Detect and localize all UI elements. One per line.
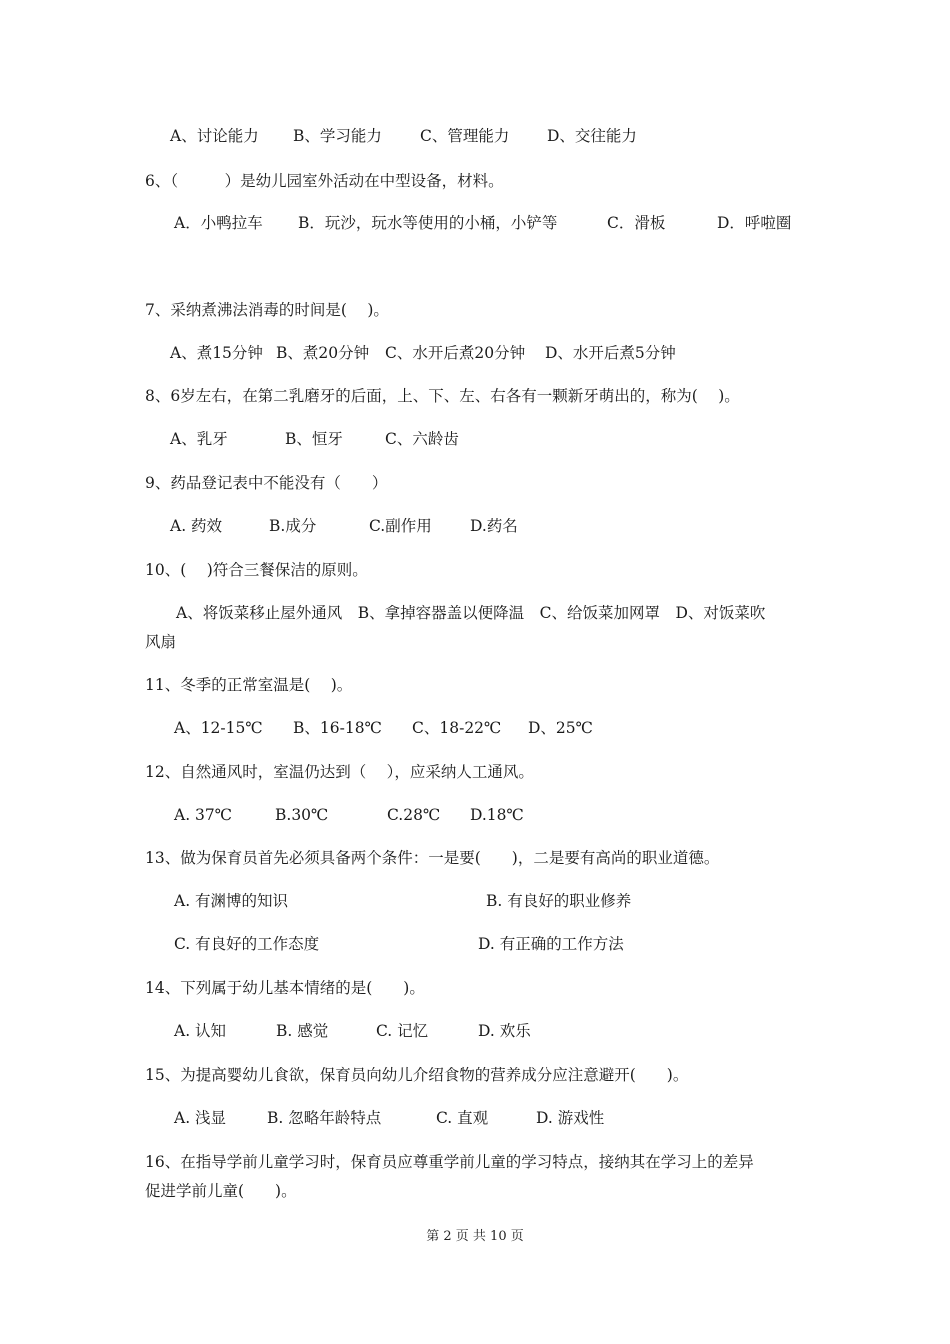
question-stem: 6、（ ）是幼儿园室外活动在中型设备，材料。 <box>145 172 504 190</box>
option-c: C. 记忆 <box>376 1022 429 1040</box>
options-line: A、将饭菜移止屋外通风 B、拿掉容器盖以便降温 C、给饭菜加网罩 D、对饭菜吹 <box>176 604 766 622</box>
question-stem: 16、在指导学前儿童学习时，保育员应尊重学前儿童的学习特点，接纳其在学习上的差异 <box>145 1153 754 1171</box>
question-stem: 14、下列属于幼儿基本情绪的是( )。 <box>145 979 425 997</box>
question-stem: 9、药品登记表中不能没有（ ） <box>145 474 388 492</box>
option-a: A. 药效 <box>170 517 223 535</box>
question-stem: 7、采纳煮沸法消毒的时间是( )。 <box>145 301 389 319</box>
question-stem: 15、为提高婴幼儿食欲，保育员向幼儿介绍食物的营养成分应注意避开( )。 <box>145 1066 689 1084</box>
option-a: A、讨论能力 <box>170 127 259 145</box>
question-stem: 11、冬季的正常室温是( )。 <box>145 676 353 694</box>
option-d: D. 有正确的工作方法 <box>478 935 624 953</box>
option-d: D. 游戏性 <box>536 1109 605 1127</box>
question-stem-continued: 促进学前儿童( )。 <box>145 1182 297 1200</box>
option-c: C．滑板 <box>607 214 666 232</box>
option-d: D、水开后煮5分钟 <box>545 344 676 362</box>
question-stem: 8、6岁左右，在第二乳磨牙的后面，上、下、左、右各有一颗新牙萌出的，称为( )。 <box>145 387 740 405</box>
page-footer: 第 2 页 共 10 页 <box>426 1229 524 1244</box>
option-a: A. 浅显 <box>174 1109 227 1127</box>
option-d: D、交往能力 <box>547 127 637 145</box>
option-d: D、25℃ <box>528 719 593 737</box>
option-a: A. 有渊博的知识 <box>174 892 289 910</box>
option-b: B、煮20分钟 <box>276 344 370 362</box>
option-c: C、18-22℃ <box>412 719 502 737</box>
question-stem: 13、做为保育员首先必须具备两个条件：一是要( )，二是要有高尚的职业道德。 <box>145 849 720 867</box>
option-b: B.30℃ <box>275 806 329 824</box>
question-stem: 12、自然通风时，室温仍达到（ ），应采纳人工通风。 <box>145 763 534 781</box>
option-d: D. 欢乐 <box>478 1022 531 1040</box>
question-stem: 10、( )符合三餐保洁的原则。 <box>145 561 368 579</box>
option-c: C. 有良好的工作态度 <box>174 935 320 953</box>
option-b: B、学习能力 <box>293 127 382 145</box>
option-c: C、管理能力 <box>420 127 510 145</box>
option-c: C. 直观 <box>436 1109 489 1127</box>
option-b: B. 有良好的职业修养 <box>486 892 632 910</box>
option-b: B.成分 <box>269 517 317 535</box>
option-d: D.药名 <box>470 517 518 535</box>
option-b: B、16-18℃ <box>293 719 382 737</box>
options-line-continued: 风扇 <box>145 633 177 651</box>
option-c: C、水开后煮20分钟 <box>385 344 526 362</box>
option-b: B、恒牙 <box>285 430 343 448</box>
option-b: B. 忽略年龄特点 <box>267 1109 382 1127</box>
option-d: D．呼啦圈 <box>717 214 792 232</box>
option-a: A．小鸭拉车 <box>174 214 263 232</box>
option-c: C.28℃ <box>387 806 441 824</box>
option-a: A、乳牙 <box>170 430 228 448</box>
option-c: C、六龄齿 <box>385 430 459 448</box>
option-a: A. 37℃ <box>174 806 233 824</box>
option-b: B. 感觉 <box>276 1022 329 1040</box>
option-d: D.18℃ <box>470 806 524 824</box>
option-c: C.副作用 <box>369 517 432 535</box>
option-a: A、煮15分钟 <box>170 344 263 362</box>
option-a: A. 认知 <box>174 1022 227 1040</box>
option-b: B．玩沙，玩水等使用的小桶，小铲等 <box>298 214 558 232</box>
option-a: A、12-15℃ <box>174 719 263 737</box>
